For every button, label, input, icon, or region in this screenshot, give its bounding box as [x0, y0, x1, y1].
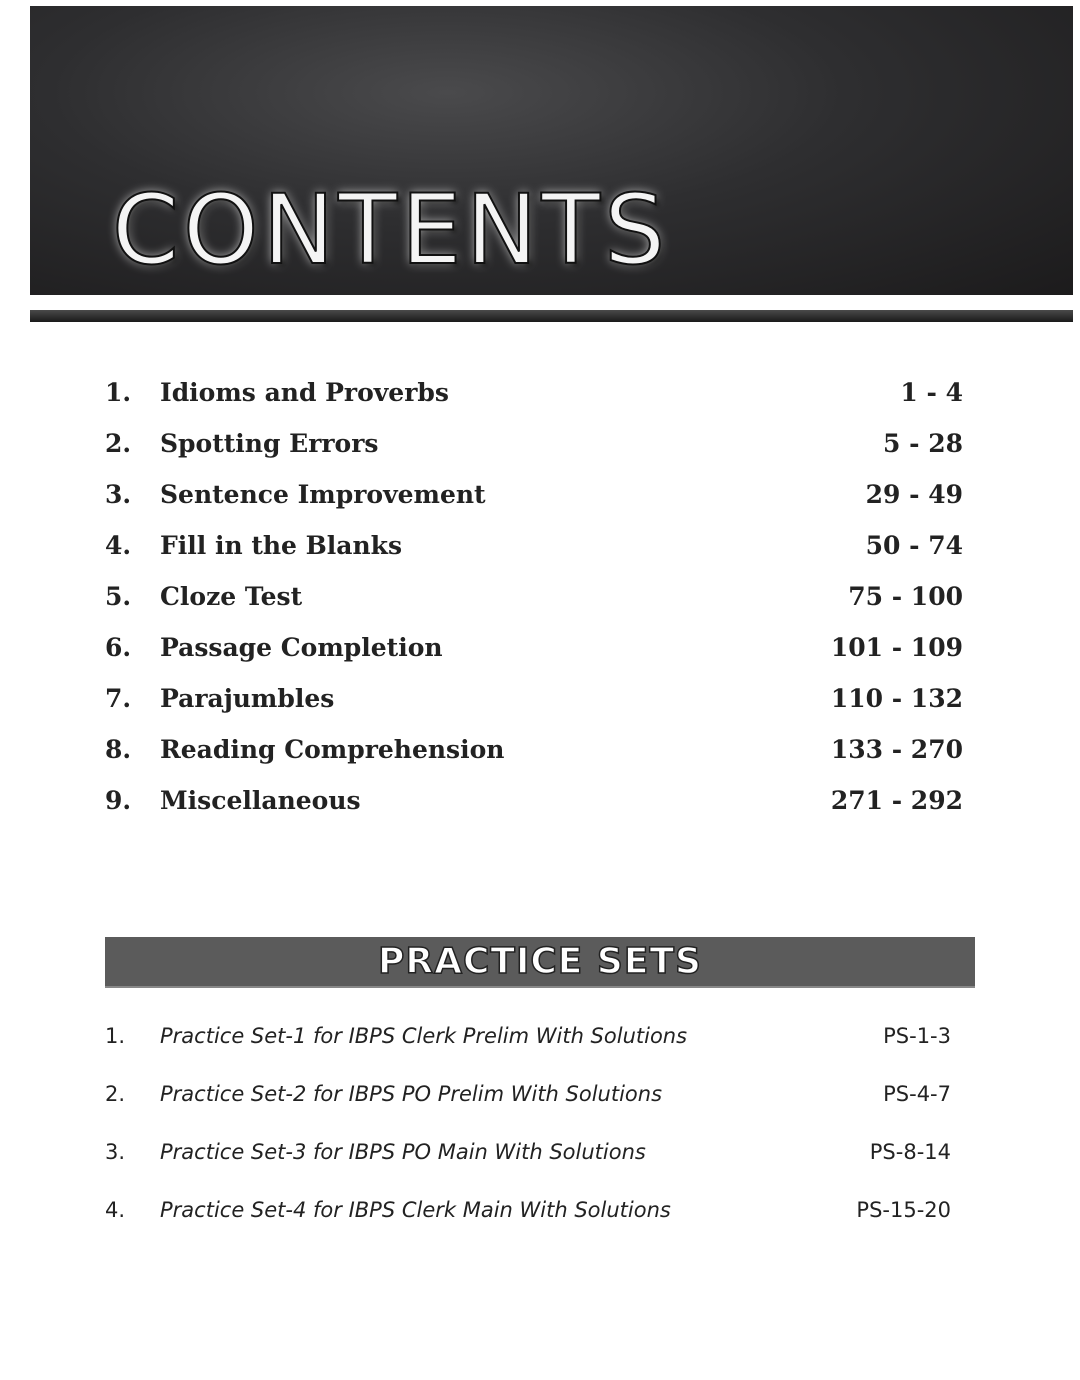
- item-title: Cloze Test: [160, 582, 303, 611]
- item-title: Passage Completion: [160, 633, 443, 662]
- item-number: 5.: [105, 582, 132, 611]
- practice-set-item[interactable]: [105, 1024, 951, 1054]
- item-pages: 1 - 4: [900, 378, 963, 407]
- item-title: Practice Set-3 for IBPS PO Main With Solutions: [160, 1140, 646, 1164]
- practice-set-item[interactable]: [105, 1140, 951, 1170]
- contents-item[interactable]: [105, 633, 963, 667]
- page-title: CONTENTS: [112, 174, 670, 286]
- item-pages: PS-15-20: [856, 1198, 951, 1222]
- header-banner: [30, 6, 1073, 295]
- item-pages: PS-4-7: [883, 1082, 951, 1106]
- item-title: Fill in the Blanks: [160, 531, 403, 560]
- contents-item[interactable]: [105, 786, 963, 820]
- item-title: Practice Set-4 for IBPS Clerk Main With Solutions: [160, 1198, 671, 1222]
- item-title: Sentence Improvement: [160, 480, 486, 509]
- item-title: Practice Set-2 for IBPS PO Prelim With Solutions: [160, 1082, 663, 1106]
- item-title: Idioms and Proverbs: [160, 378, 449, 407]
- item-pages: PS-1-3: [883, 1024, 951, 1048]
- item-number: 4.: [105, 1198, 126, 1222]
- item-pages: 29 - 49: [865, 480, 963, 509]
- item-pages: 75 - 100: [848, 582, 963, 611]
- practice-set-item[interactable]: [105, 1198, 951, 1228]
- item-pages: 101 - 109: [830, 633, 963, 662]
- practice-sets-heading: PRACTICE SETS: [378, 941, 702, 982]
- contents-item[interactable]: [105, 378, 963, 412]
- item-number: 2.: [105, 429, 132, 458]
- item-pages: 5 - 28: [883, 429, 963, 458]
- contents-item[interactable]: [105, 531, 963, 565]
- practice-sets-banner: [105, 937, 975, 988]
- item-number: 4.: [105, 531, 132, 560]
- item-number: 9.: [105, 786, 132, 815]
- item-number: 8.: [105, 735, 132, 764]
- divider: [30, 310, 1073, 322]
- item-pages: PS-8-14: [869, 1140, 951, 1164]
- item-number: 3.: [105, 1140, 126, 1164]
- item-number: 1.: [105, 1024, 126, 1048]
- item-pages: 133 - 270: [830, 735, 963, 764]
- practice-set-item[interactable]: [105, 1082, 951, 1112]
- item-pages: 50 - 74: [865, 531, 963, 560]
- item-pages: 271 - 292: [830, 786, 963, 815]
- item-title: Miscellaneous: [160, 786, 361, 815]
- contents-item[interactable]: [105, 684, 963, 718]
- item-title: Spotting Errors: [160, 429, 379, 458]
- item-title: Parajumbles: [160, 684, 335, 713]
- contents-item[interactable]: [105, 429, 963, 463]
- item-pages: 110 - 132: [830, 684, 963, 713]
- contents-item[interactable]: [105, 480, 963, 514]
- item-title: Practice Set-1 for IBPS Clerk Prelim With Solutions: [160, 1024, 688, 1048]
- contents-item[interactable]: [105, 582, 963, 616]
- item-number: 2.: [105, 1082, 126, 1106]
- item-number: 7.: [105, 684, 132, 713]
- item-number: 3.: [105, 480, 132, 509]
- item-number: 6.: [105, 633, 132, 662]
- item-number: 1.: [105, 378, 132, 407]
- contents-item[interactable]: [105, 735, 963, 769]
- item-title: Reading Comprehension: [160, 735, 505, 764]
